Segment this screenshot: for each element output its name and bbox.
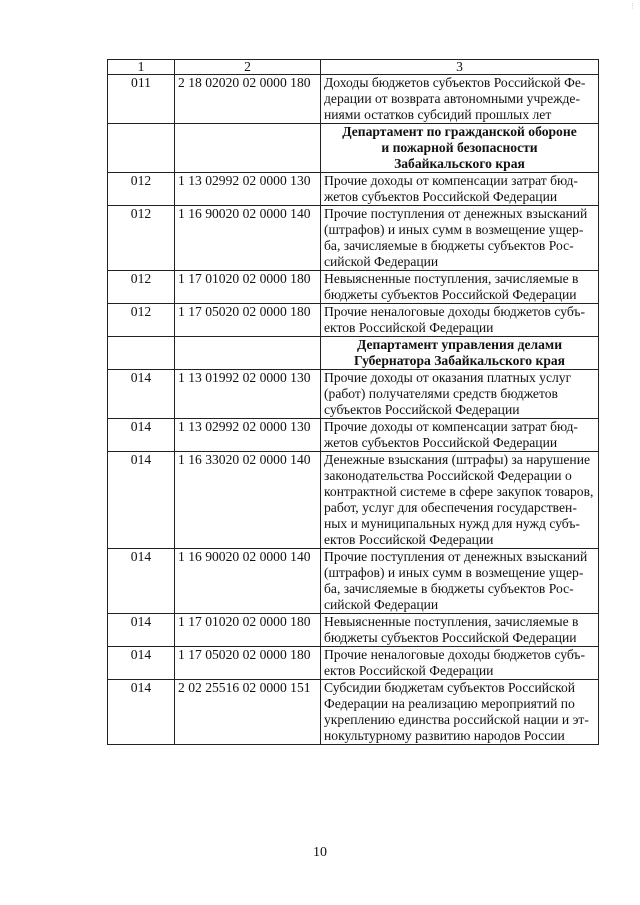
text-line: (штрафов) и иных сумм в возмещение ущер- <box>324 565 584 580</box>
admin-code-cell: 011 <box>108 75 175 124</box>
description-cell <box>321 173 599 206</box>
revenue-codes-table <box>107 59 599 745</box>
description-cell <box>321 647 599 680</box>
revenue-code-cell <box>175 337 321 370</box>
text-line: ектов Российской Федерации <box>324 663 494 678</box>
admin-code-cell: 014 <box>108 647 175 680</box>
admin-code-cell: 014 <box>108 370 175 419</box>
text-line: Департамент управления делами <box>356 337 563 352</box>
description-cell <box>321 304 599 337</box>
text-line: бюджеты субъектов Российской Федерации <box>324 287 577 302</box>
text-line: жетов субъектов Российской Федерации <box>324 435 558 450</box>
text-line: нокультурному развитию народов России <box>324 728 565 743</box>
revenue-code-cell: 1 16 33020 02 0000 140 <box>175 452 321 549</box>
table-row <box>108 680 599 745</box>
description-cell <box>321 419 599 452</box>
table-row <box>108 370 599 419</box>
table-row <box>108 75 599 124</box>
text-line: Департамент по гражданской обороне <box>342 124 577 139</box>
table-header-row <box>108 60 599 75</box>
department-name-cell <box>321 337 599 370</box>
description-cell <box>321 614 599 647</box>
description-cell <box>321 549 599 614</box>
admin-code-cell: 012 <box>108 206 175 271</box>
department-name-cell <box>321 124 599 173</box>
text-line: ных и муниципальных нужд для нужд субъ- <box>324 516 580 531</box>
text-line: ба, зачисляемые в бюджеты субъектов Рос- <box>324 238 574 253</box>
text-line: жетов субъектов Российской Федерации <box>324 189 558 204</box>
table-row <box>108 173 599 206</box>
text-line: Доходы бюджетов субъектов Российской Фе- <box>324 75 586 90</box>
text-line: Прочие доходы от компенсации затрат бюд- <box>324 173 578 188</box>
header-col-2: 2 <box>175 60 321 75</box>
revenue-code-cell: 1 16 90020 02 0000 140 <box>175 206 321 271</box>
revenue-code-cell: 1 13 02992 02 0000 130 <box>175 173 321 206</box>
text-line: Невыясненные поступления, зачисляемые в <box>324 271 579 286</box>
revenue-code-cell: 1 17 01020 02 0000 180 <box>175 614 321 647</box>
revenue-code-cell: 1 17 05020 02 0000 180 <box>175 647 321 680</box>
text-line: Прочие доходы от компенсации затрат бюд- <box>324 419 578 434</box>
text-line: ектов Российской Федерации <box>324 320 494 335</box>
revenue-code-cell: 1 17 01020 02 0000 180 <box>175 271 321 304</box>
description-cell <box>321 370 599 419</box>
text-line: сийской Федерации <box>324 597 439 612</box>
admin-code-cell: 014 <box>108 452 175 549</box>
description-cell <box>321 75 599 124</box>
text-line: (штрафов) и иных сумм в возмещение ущер- <box>324 222 584 237</box>
admin-code-cell: 014 <box>108 614 175 647</box>
revenue-code-cell: 1 16 90020 02 0000 140 <box>175 549 321 614</box>
text-line: субъектов Российской Федерации <box>324 402 520 417</box>
admin-code-cell: 014 <box>108 680 175 745</box>
admin-code-cell: 012 <box>108 173 175 206</box>
table-body <box>108 75 599 745</box>
revenue-code-cell: 1 13 02992 02 0000 130 <box>175 419 321 452</box>
text-line: контрактной системе в сфере закупок товаров, <box>324 484 594 499</box>
table-row <box>108 419 599 452</box>
table-row <box>108 647 599 680</box>
table-row <box>108 304 599 337</box>
text-line: Прочие поступления от денежных взысканий <box>324 549 588 564</box>
text-line: бюджеты субъектов Российской Федерации <box>324 630 577 645</box>
description-cell <box>321 680 599 745</box>
admin-code-cell <box>108 337 175 370</box>
admin-code-cell: 014 <box>108 419 175 452</box>
admin-code-cell: 014 <box>108 549 175 614</box>
text-line: Губернатора Забайкальского края <box>353 353 566 368</box>
header-col-1: 1 <box>108 60 175 75</box>
text-line: Невыясненные поступления, зачисляемые в <box>324 614 579 629</box>
text-line: ниями остатков субсидий прошлых лет <box>324 107 552 122</box>
revenue-code-cell: 2 18 02020 02 0000 180 <box>175 75 321 124</box>
page-number: 10 <box>313 845 327 860</box>
admin-code-cell: 012 <box>108 271 175 304</box>
table-row <box>108 271 599 304</box>
text-line: (работ) получателями средств бюджетов <box>324 386 558 401</box>
text-line: Денежные взыскания (штрафы) за нарушение <box>324 452 591 467</box>
text-line: ба, зачисляемые в бюджеты субъектов Рос- <box>324 581 574 596</box>
text-line: Прочие поступления от денежных взысканий <box>324 206 588 221</box>
text-line: законодательства Российской Федерации о <box>324 468 572 483</box>
text-line: укреплению единства российской нации и эт- <box>324 712 589 727</box>
description-cell <box>321 206 599 271</box>
revenue-code-cell: 2 02 25516 02 0000 151 <box>175 680 321 745</box>
description-cell <box>321 452 599 549</box>
text-line: Субсидии бюджетам субъектов Российской <box>324 680 576 695</box>
text-line: работ, услуг для обеспечения государствен- <box>324 500 577 515</box>
table-row <box>108 549 599 614</box>
text-line: ектов Российской Федерации <box>324 532 494 547</box>
table-row <box>108 452 599 549</box>
header-col-3: 3 <box>321 60 599 75</box>
description-cell <box>321 271 599 304</box>
table-row <box>108 614 599 647</box>
text-line: сийской Федерации <box>324 254 439 269</box>
scan-edge-mark: ⋮ <box>629 2 636 10</box>
revenue-code-cell: 1 13 01992 02 0000 130 <box>175 370 321 419</box>
department-heading-row <box>108 337 599 370</box>
revenue-code-cell <box>175 124 321 173</box>
text-line: Прочие неналоговые доходы бюджетов субъ- <box>324 647 585 662</box>
admin-code-cell: 012 <box>108 304 175 337</box>
revenue-code-cell: 1 17 05020 02 0000 180 <box>175 304 321 337</box>
text-line: Федерации на реализацию мероприятий по <box>324 696 575 711</box>
department-heading-row <box>108 124 599 173</box>
admin-code-cell <box>108 124 175 173</box>
table-row <box>108 206 599 271</box>
text-line: Забайкальского края <box>394 156 525 171</box>
text-line: Прочие неналоговые доходы бюджетов субъ- <box>324 304 585 319</box>
text-line: и пожарной безопасности <box>381 140 538 155</box>
text-line: Прочие доходы от оказания платных услуг <box>324 370 572 385</box>
text-line: дерации от возврата автономными учрежде- <box>324 91 580 106</box>
